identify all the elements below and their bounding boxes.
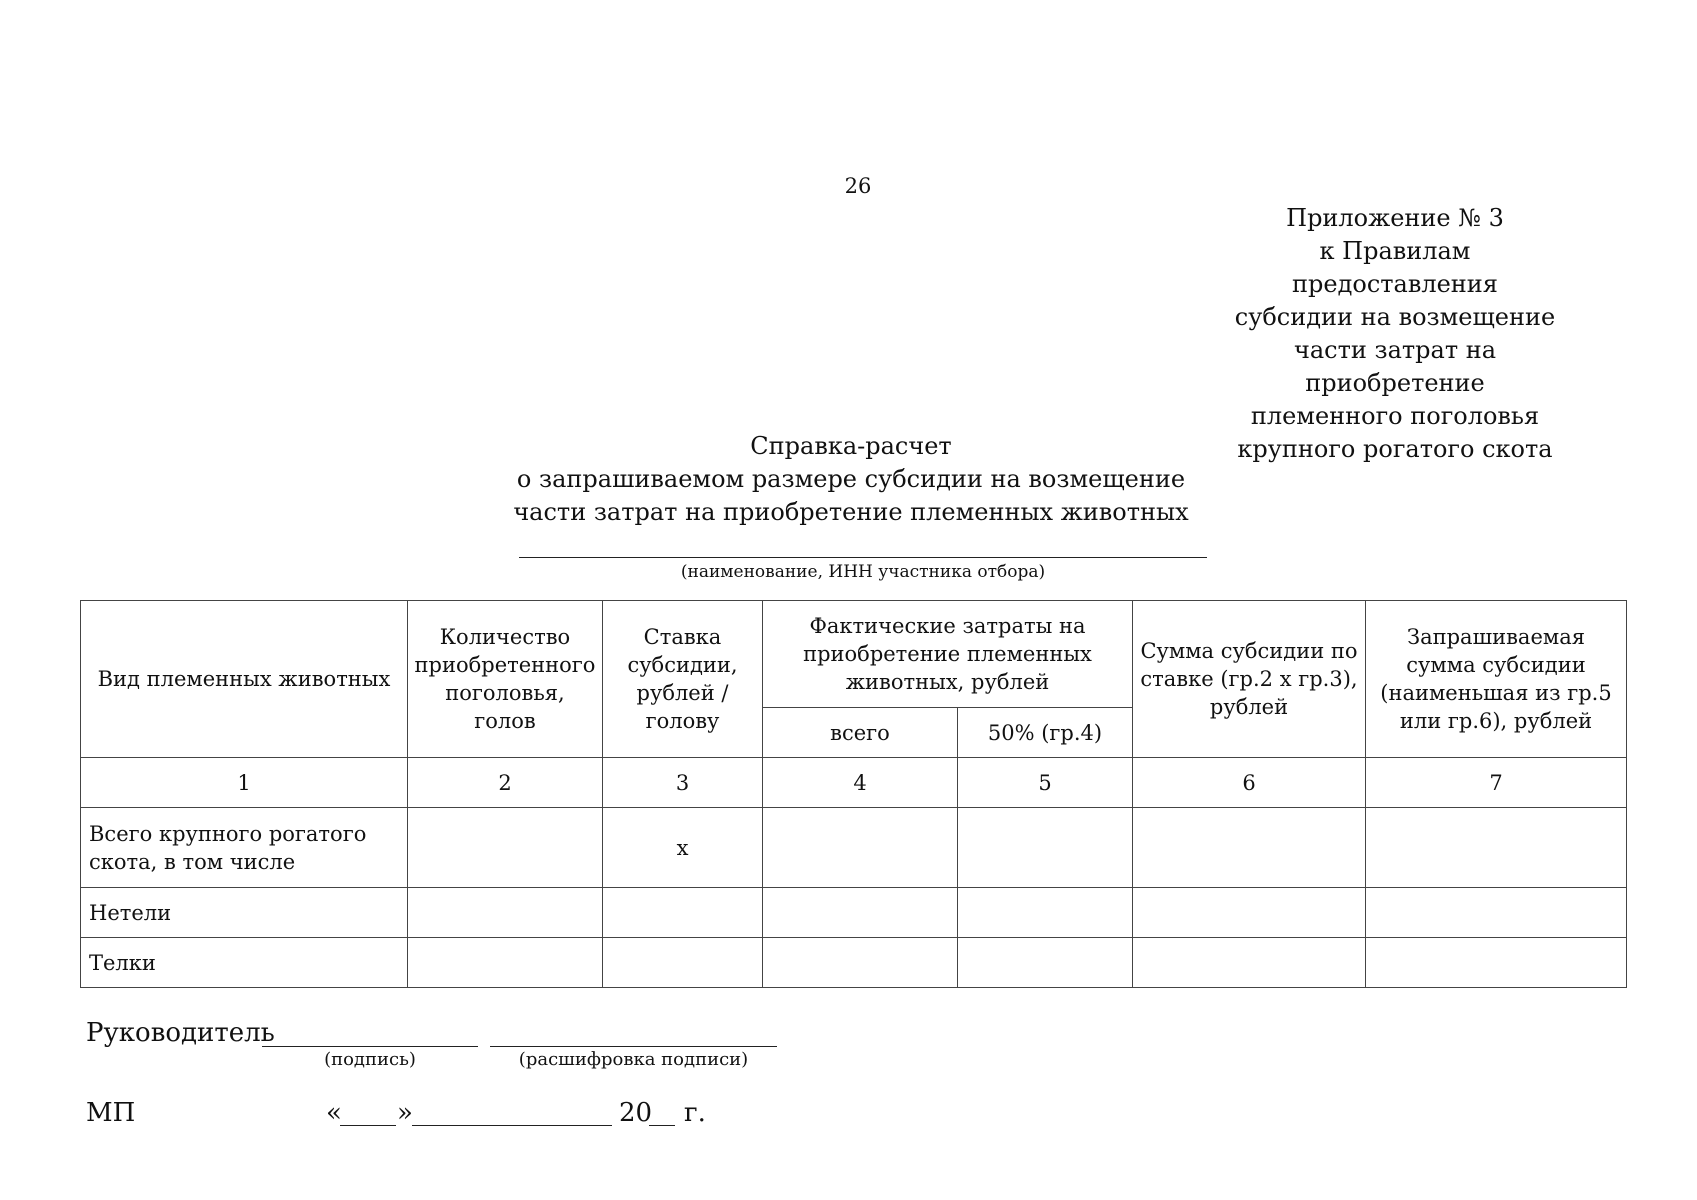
header-subsidy-by-rate: Сумма субсидии по ставке (гр.2 х гр.3), рублей xyxy=(1133,601,1366,758)
date-month-line[interactable] xyxy=(412,1125,612,1126)
row-label: Всего крупного рогатого скота, в том числе xyxy=(81,808,408,888)
appendix-line: субсидии на возмещение xyxy=(1234,303,1556,331)
date-day-line[interactable] xyxy=(340,1125,396,1126)
table-cell[interactable] xyxy=(408,938,603,988)
table-row xyxy=(81,808,1627,888)
table-cell[interactable] xyxy=(1366,888,1627,938)
table-cell[interactable] xyxy=(763,888,958,938)
table-cell[interactable] xyxy=(408,808,603,888)
title-line: о запрашиваемом размере субсидии на возмещение xyxy=(516,465,1186,493)
signature-line[interactable] xyxy=(262,1046,478,1047)
table-cell[interactable] xyxy=(603,938,763,988)
stamp-label: МП xyxy=(86,1098,136,1128)
appendix-line: части затрат на приобретение xyxy=(1293,336,1497,397)
table-row xyxy=(81,938,1627,988)
page-number: 26 xyxy=(844,174,872,198)
signature-caption: (подпись) xyxy=(324,1049,416,1070)
table-cell[interactable] xyxy=(1133,938,1366,988)
column-number: 3 xyxy=(603,758,763,808)
column-number: 2 xyxy=(408,758,603,808)
appendix-line: крупного рогатого скота xyxy=(1237,435,1553,463)
date-close-quote: » xyxy=(397,1098,413,1128)
appendix-line: племенного поголовья xyxy=(1250,402,1540,430)
header-requested-subsidy: Запрашиваемая сумма субсидии (наименьшая из гр.5 или гр.6), рублей xyxy=(1366,601,1627,758)
table-cell[interactable] xyxy=(958,808,1133,888)
header-half-costs: 50% (гр.4) xyxy=(958,708,1133,758)
date-year-line[interactable] xyxy=(649,1125,675,1126)
table-cell[interactable] xyxy=(408,888,603,938)
date-year-suffix: г. xyxy=(684,1098,706,1128)
title-line: Справка-расчет xyxy=(750,432,952,460)
table-cell[interactable] xyxy=(958,888,1133,938)
signature-decode-caption: (расшифровка подписи) xyxy=(518,1049,749,1070)
table-cell[interactable] xyxy=(763,808,958,888)
column-number-row xyxy=(81,758,1627,808)
header-total-costs: всего xyxy=(763,708,958,758)
row-label: Телки xyxy=(81,938,408,988)
header-head-count: Количество приобретенного поголовья, голов xyxy=(408,601,603,758)
date-year-prefix: 20 xyxy=(619,1098,653,1128)
column-number: 6 xyxy=(1133,758,1366,808)
table-row xyxy=(81,888,1627,938)
table-cell[interactable] xyxy=(1366,808,1627,888)
appendix-line: Приложение № 3 xyxy=(1286,204,1504,232)
signature-label: Руководитель xyxy=(86,1018,275,1048)
table-cell: х xyxy=(603,808,763,888)
org-name-line[interactable] xyxy=(519,557,1207,558)
column-number: 5 xyxy=(958,758,1133,808)
column-number: 1 xyxy=(81,758,408,808)
date-open-quote: « xyxy=(326,1098,342,1128)
column-number: 4 xyxy=(763,758,958,808)
org-name-caption: (наименование, ИНН участника отбора) xyxy=(680,562,1046,582)
appendix-header xyxy=(1225,202,1565,466)
table-cell[interactable] xyxy=(1366,938,1627,988)
title-line: части затрат на приобретение племенных животных xyxy=(513,498,1189,526)
calculation-table xyxy=(80,600,1627,988)
header-animal-type: Вид племенных животных xyxy=(81,601,408,758)
appendix-line: к Правилам предоставления xyxy=(1292,237,1498,298)
table-cell[interactable] xyxy=(763,938,958,988)
signature-decode-line[interactable] xyxy=(490,1046,777,1047)
document-title xyxy=(460,430,1242,529)
header-actual-costs: Фактические затраты на приобретение племенных животных, рублей xyxy=(763,601,1133,708)
row-label: Нетели xyxy=(81,888,408,938)
column-number: 7 xyxy=(1366,758,1627,808)
table-cell[interactable] xyxy=(1133,808,1366,888)
table-cell[interactable] xyxy=(1133,888,1366,938)
header-subsidy-rate: Ставка субсидии, рублей / голову xyxy=(603,601,763,758)
table-cell[interactable] xyxy=(958,938,1133,988)
table-cell[interactable] xyxy=(603,888,763,938)
